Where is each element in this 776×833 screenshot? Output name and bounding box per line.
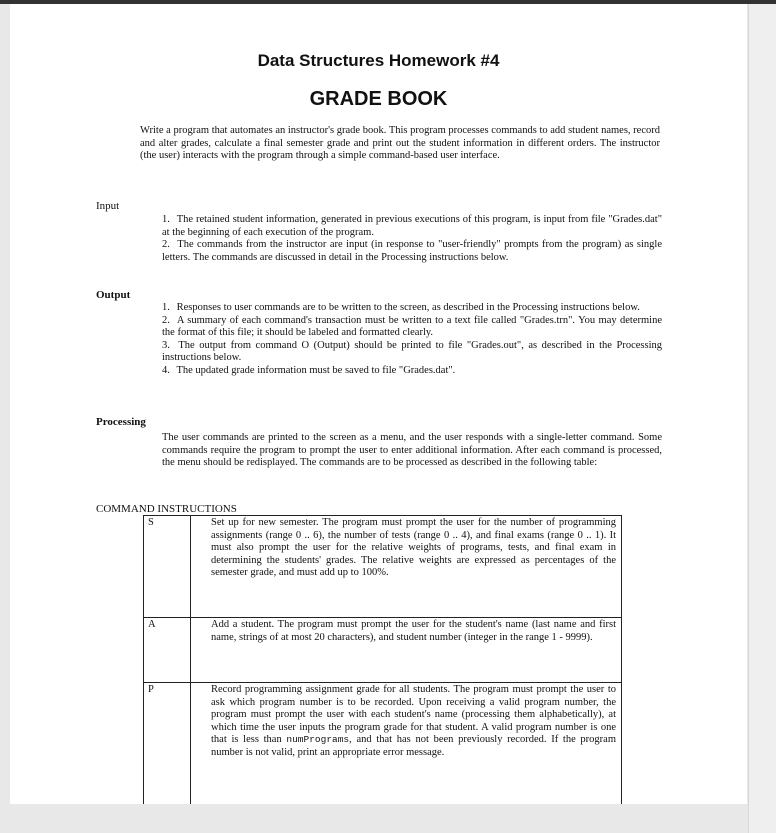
command-description-text: Record programming assignment grade for all students. The program must prompt the user to ask which program number is to be recorded. Upon receiving a valid program number, the program must prompt the user with each student's name (processing them alphabetically), at which time the user inputs the program grade for that student. A valid program number is one that is less than [211,684,616,745]
command-letter: P [144,683,191,805]
document-title: Data Structures Homework #4 [257,51,500,70]
code-identifier: numPrograms [286,734,350,745]
list-item [162,340,662,365]
list-item [162,302,662,315]
command-letter: S [144,516,191,618]
list-item-text: The updated grade information must be saved to file "Grades.dat". [176,364,456,376]
input-heading: Input [96,200,120,212]
command-table [143,515,622,805]
document-subtitle: GRADE BOOK [309,88,448,110]
output-list [162,302,662,377]
command-instructions-heading: COMMAND INSTRUCTIONS [96,503,237,515]
page-gap [10,804,748,833]
list-item-number: 2. [162,239,170,250]
scrollbar-track[interactable] [748,4,776,833]
intro-paragraph: Write a program that automates an instructor's grade book. This program processes commands to add student names, record and alter grades, calculate a final semester grade and print out the student information in different orders. The instructor (the user) interacts with the program through a simple command-based user interface. [140,125,660,161]
list-item-number: 4. [162,364,170,376]
list-item-text: Responses to user commands are to be written to the screen, as described in the Processing instructions below. [176,302,640,313]
processing-heading: Processing [96,416,146,428]
processing-paragraph: The user commands are printed to the screen as a menu, and the user responds with a single-letter command. Some commands require the program to prompt the user to enter additional information. After each command is processed, the menu should be redisplayed. The commands are to be processed as described in the following table: [162,432,662,468]
input-list [162,214,662,264]
command-description-text: , and that has not been previously recorded. If the program number is not valid, print an appropriate error message. [211,734,617,758]
list-item [162,365,662,378]
table-row [144,683,622,805]
command-description: Set up for new semester. The program must prompt the user for the number of programming assignments (range 0 .. 6), the number of tests (range 0 .. 4), and final exams (range 0 .. 1). It must also prompt the user for the relative weights of programs, tests, and final exam in determining the students' grades. The relative weights are expressed as percentages of the semester grade, and must add up to 100%. [191,516,622,618]
list-item-number: 1. [162,302,170,313]
list-item [162,214,662,239]
list-item [162,315,662,340]
list-item-text: The retained student information, generated in previous executions of this program, is input from file "Grades.dat" at the beginning of each execution of the program. [162,214,662,238]
list-item-text: The output from command O (Output) should be printed to file "Grades.out", as described in the Processing instructions below. [162,339,662,363]
command-description: Add a student. The program must prompt the user for the student's name (last name and first name, strings of at most 20 characters), and student number (integer in the range 1 - 9999). [191,618,622,683]
list-item [162,239,662,264]
command-description [191,683,622,805]
document-page [10,4,747,804]
list-item-number: 3. [162,339,170,351]
list-item-text: The commands from the instructor are input (in response to "user-friendly" prompts from the program) as single letters. The commands are discussed in detail in the Processing instructions below. [162,239,662,263]
output-heading: Output [96,289,131,301]
list-item-number: 1. [162,214,170,225]
table-row [144,618,622,683]
command-letter: A [144,618,191,683]
list-item-number: 2. [162,314,170,326]
list-item-text: A summary of each command's transaction must be written to a text file called "Grades.trn". You may determine the format of this file; it should be labeled and formatted clearly. [162,314,662,338]
table-row [144,516,622,618]
